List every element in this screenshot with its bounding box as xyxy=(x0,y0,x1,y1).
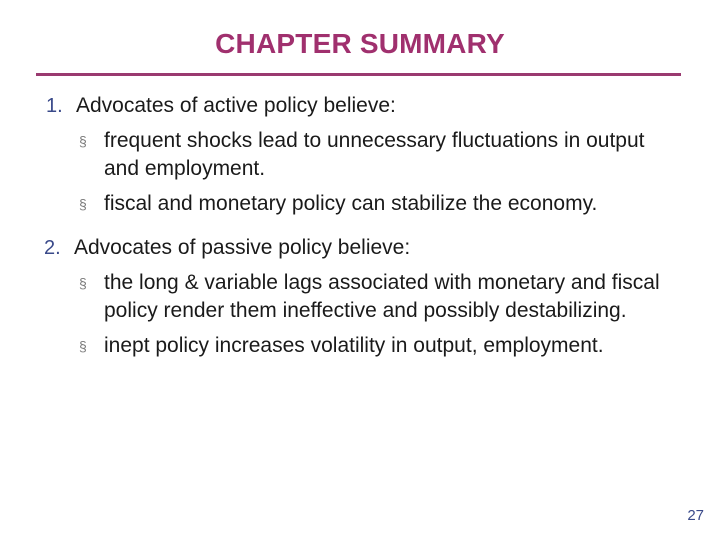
page-number: 27 xyxy=(687,507,704,524)
section-bullet-icon: § xyxy=(79,196,87,212)
section-bullet-icon: § xyxy=(79,133,87,149)
summary-point-1 xyxy=(0,92,720,218)
point-number: 1. xyxy=(46,95,63,117)
subpoint-text: the long & variable lags associated with monetary and fiscal policy render them ineffective and possibly destabilizing. xyxy=(104,271,660,322)
point-text: Advocates of passive policy believe: xyxy=(74,236,411,259)
subpoint-text: fiscal and monetary policy can stabilize the economy. xyxy=(104,192,598,215)
summary-list xyxy=(0,92,720,376)
title-divider xyxy=(36,73,681,76)
point-text: Advocates of active policy believe: xyxy=(76,94,396,117)
section-bullet-icon: § xyxy=(79,338,87,354)
subpoint xyxy=(0,269,720,325)
summary-point-2 xyxy=(0,234,720,360)
point-number: 2. xyxy=(44,237,61,259)
subpoint-text: frequent shocks lead to unnecessary fluctuations in output and employment. xyxy=(104,129,645,180)
subpoint xyxy=(0,190,720,218)
subpoint-text: inept policy increases volatility in output, employment. xyxy=(104,334,604,357)
slide-title: CHAPTER SUMMARY xyxy=(215,28,505,59)
subpoint xyxy=(0,127,720,183)
section-bullet-icon: § xyxy=(79,275,87,291)
subpoint xyxy=(0,332,720,360)
